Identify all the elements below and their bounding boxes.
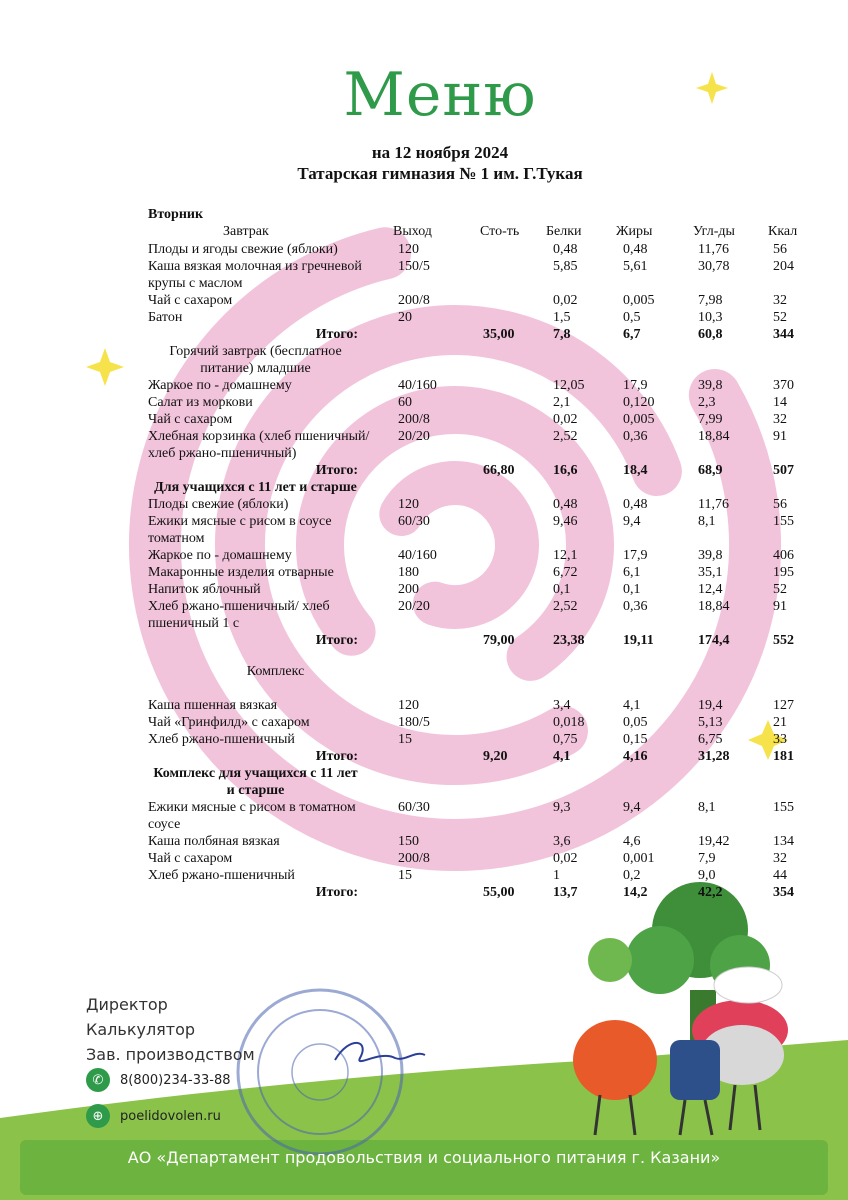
total-kcal: 344 xyxy=(773,327,794,342)
signature-production-head: Зав. производством xyxy=(86,1045,255,1064)
menu-table xyxy=(148,206,808,901)
dish-protein: 0,48 xyxy=(553,242,578,257)
dish-name: Батон xyxy=(148,310,183,325)
dish-name: Напиток яблочный xyxy=(148,582,261,597)
dish-fat: 0,001 xyxy=(623,851,655,866)
dish-name: Каша пшенная вязкая xyxy=(148,698,278,713)
dish-protein: 9,3 xyxy=(553,800,571,815)
col-carbs-header: Угл-ды xyxy=(693,224,735,239)
spacer xyxy=(148,680,808,697)
dish-kcal: 21 xyxy=(773,715,787,730)
column-header-row xyxy=(148,223,808,241)
dish-carbs: 8,1 xyxy=(698,800,716,815)
dish-protein: 2,52 xyxy=(553,599,578,614)
total-fat: 14,2 xyxy=(623,885,648,900)
dish-name: Макаронные изделия отварные xyxy=(148,565,334,580)
total-kcal: 354 xyxy=(773,885,794,900)
dish-kcal: 14 xyxy=(773,395,787,410)
col-cost-header: Сто-ть xyxy=(480,224,520,239)
dish-carbs: 5,13 xyxy=(698,715,723,730)
school-name: Татарская гимназия № 1 им. Г.Тукая xyxy=(297,164,583,183)
menu-date: на 12 ноября 2024 xyxy=(371,143,509,162)
total-carbs: 60,8 xyxy=(698,327,723,342)
dish-kcal: 195 xyxy=(773,565,794,580)
dish-carbs: 11,76 xyxy=(698,497,729,512)
phone-icon: ✆ xyxy=(86,1068,110,1092)
total-carbs: 42,2 xyxy=(698,885,723,900)
dish-fat: 5,61 xyxy=(623,259,648,274)
menu-item-row xyxy=(148,309,808,326)
dish-output: 40/160 xyxy=(398,548,437,563)
website-link: poelidovolen.ru xyxy=(120,1108,221,1124)
dish-protein: 2,52 xyxy=(553,429,578,444)
globe-icon: ⊕ xyxy=(86,1104,110,1128)
total-cost: 66,80 xyxy=(483,463,515,478)
section-title: Для учащихся с 11 лет и старше xyxy=(154,480,357,495)
menu-item-row xyxy=(148,258,808,292)
dish-protein: 12,1 xyxy=(553,548,578,563)
dish-fat: 17,9 xyxy=(623,378,648,393)
dish-fat: 0,5 xyxy=(623,310,641,325)
dish-protein: 0,02 xyxy=(553,851,578,866)
mascot-illustration xyxy=(573,882,788,1135)
dish-kcal: 56 xyxy=(773,242,787,257)
section-title-row xyxy=(148,343,808,377)
dish-name: Жаркое по - домашнему xyxy=(148,548,292,563)
total-fat: 19,11 xyxy=(623,633,654,648)
section-title: Комплекс для учащихся с 11 лет и старше xyxy=(153,766,358,798)
dish-protein: 0,02 xyxy=(553,412,578,427)
spacer xyxy=(148,649,808,663)
dish-carbs: 8,1 xyxy=(698,514,716,529)
total-label: Итого: xyxy=(315,463,358,478)
dish-output: 120 xyxy=(398,497,419,512)
total-kcal: 507 xyxy=(773,463,794,478)
dish-fat: 0,36 xyxy=(623,599,648,614)
dish-kcal: 56 xyxy=(773,497,787,512)
menu-item-row xyxy=(148,411,808,428)
dish-fat: 4,6 xyxy=(623,834,641,849)
col-kcal-header: Ккал xyxy=(768,224,798,239)
menu-item-row xyxy=(148,292,808,309)
dish-name: Хлебная корзинка (хлеб пшеничный/ хлеб ржано-пшеничный) xyxy=(148,429,370,461)
dish-fat: 17,9 xyxy=(623,548,648,563)
dish-carbs: 10,3 xyxy=(698,310,723,325)
dish-output: 200/8 xyxy=(398,412,430,427)
dish-output: 180 xyxy=(398,565,419,580)
dish-kcal: 370 xyxy=(773,378,794,393)
dish-name: Жаркое по - домашнему xyxy=(148,378,292,393)
col-fat-header: Жиры xyxy=(616,224,653,239)
menu-item-row xyxy=(148,564,808,581)
menu-item-row xyxy=(148,496,808,513)
total-protein: 4,1 xyxy=(553,749,571,764)
menu-item-row xyxy=(148,377,808,394)
col-out-header: Выход xyxy=(393,224,432,239)
dish-kcal: 32 xyxy=(773,851,787,866)
dish-carbs: 39,8 xyxy=(698,378,723,393)
menu-title: Меню xyxy=(343,60,537,130)
total-kcal: 552 xyxy=(773,633,794,648)
dish-fat: 0,120 xyxy=(623,395,655,410)
menu-item-row xyxy=(148,799,808,833)
dish-carbs: 6,75 xyxy=(698,732,723,747)
dish-protein: 3,6 xyxy=(553,834,571,849)
dish-carbs: 12,4 xyxy=(698,582,723,597)
signature-director: Директор xyxy=(86,995,168,1014)
day-name: Вторник xyxy=(148,207,204,222)
dish-output: 180/5 xyxy=(398,715,430,730)
total-carbs: 174,4 xyxy=(698,633,730,648)
total-carbs: 31,28 xyxy=(698,749,730,764)
menu-item-row xyxy=(148,241,808,258)
dish-name: Каша полбяная вязкая xyxy=(148,834,280,849)
dish-protein: 0,018 xyxy=(553,715,585,730)
menu-item-row xyxy=(148,850,808,867)
dish-fat: 0,48 xyxy=(623,242,648,257)
dish-carbs: 30,78 xyxy=(698,259,730,274)
dish-name: Ежики мясные с рисом в соусе томатном xyxy=(148,514,332,546)
section-title: Завтрак xyxy=(223,224,269,239)
dish-kcal: 32 xyxy=(773,293,787,308)
dish-name: Хлеб ржано-пшеничный xyxy=(148,732,295,747)
dish-name: Салат из моркови xyxy=(148,395,253,410)
menu-item-row xyxy=(148,598,808,632)
total-label: Итого: xyxy=(315,633,358,648)
dish-fat: 0,1 xyxy=(623,582,641,597)
dish-kcal: 134 xyxy=(773,834,794,849)
total-fat: 18,4 xyxy=(623,463,648,478)
menu-item-row xyxy=(148,581,808,598)
menu-item-row xyxy=(148,394,808,411)
dish-fat: 6,1 xyxy=(623,565,641,580)
total-cost: 9,20 xyxy=(483,749,508,764)
total-carbs: 68,9 xyxy=(698,463,723,478)
menu-item-row xyxy=(148,428,808,462)
total-cost: 79,00 xyxy=(483,633,515,648)
dish-fat: 0,005 xyxy=(623,293,655,308)
dish-fat: 9,4 xyxy=(623,514,641,529)
dish-output: 60/30 xyxy=(398,514,430,529)
dish-protein: 9,46 xyxy=(553,514,578,529)
dish-name: Плоды свежие (яблоки) xyxy=(148,497,289,512)
dish-output: 60/30 xyxy=(398,800,430,815)
dish-name: Ежики мясные с рисом в томатном соусе xyxy=(148,800,356,832)
dish-carbs: 9,0 xyxy=(698,868,716,883)
dish-protein: 3,4 xyxy=(553,698,571,713)
col-protein-header: Белки xyxy=(546,224,582,239)
dish-name: Плоды и ягоды свежие (яблоки) xyxy=(148,242,338,257)
total-row xyxy=(148,748,808,765)
organization-name: АО «Департамент продовольствия и социального питания г. Казани» xyxy=(127,1148,721,1167)
dish-output: 120 xyxy=(398,242,419,257)
dish-kcal: 33 xyxy=(773,732,787,747)
dish-name: Чай с сахаром xyxy=(148,851,233,866)
dish-fat: 9,4 xyxy=(623,800,641,815)
total-kcal: 181 xyxy=(773,749,794,764)
total-protein: 16,6 xyxy=(553,463,578,478)
dish-carbs: 19,4 xyxy=(698,698,723,713)
dish-output: 150 xyxy=(398,834,419,849)
dish-kcal: 204 xyxy=(773,259,794,274)
dish-output: 15 xyxy=(398,868,412,883)
dish-carbs: 19,42 xyxy=(698,834,730,849)
dish-protein: 0,75 xyxy=(553,732,578,747)
dish-output: 20/20 xyxy=(398,429,430,444)
dish-carbs: 18,84 xyxy=(698,429,730,444)
dish-fat: 0,05 xyxy=(623,715,648,730)
dish-output: 20 xyxy=(398,310,412,325)
section-title-row xyxy=(148,479,808,496)
dish-output: 150/5 xyxy=(398,259,430,274)
section-title: Комплекс xyxy=(246,664,305,679)
signature-calculator: Калькулятор xyxy=(86,1020,196,1039)
dish-name: Хлеб ржано-пшеничный/ хлеб пшеничный 1 с xyxy=(148,599,330,631)
dish-fat: 0,15 xyxy=(623,732,648,747)
menu-item-row xyxy=(148,547,808,564)
total-fat: 6,7 xyxy=(623,327,641,342)
total-row xyxy=(148,632,808,649)
dish-fat: 0,36 xyxy=(623,429,648,444)
dish-protein: 1,5 xyxy=(553,310,571,325)
dish-carbs: 11,76 xyxy=(698,242,729,257)
total-protein: 13,7 xyxy=(553,885,578,900)
dish-carbs: 7,98 xyxy=(698,293,723,308)
dish-protein: 6,72 xyxy=(553,565,578,580)
dish-protein: 0,02 xyxy=(553,293,578,308)
dish-name: Хлеб ржано-пшеничный xyxy=(148,868,295,883)
dish-output: 200/8 xyxy=(398,851,430,866)
total-row xyxy=(148,462,808,479)
signature-block xyxy=(86,992,255,1067)
dish-carbs: 18,84 xyxy=(698,599,730,614)
dish-protein: 12,05 xyxy=(553,378,585,393)
dish-fat: 4,1 xyxy=(623,698,641,713)
dish-kcal: 406 xyxy=(773,548,794,563)
dish-output: 20/20 xyxy=(398,599,430,614)
dish-protein: 2,1 xyxy=(553,395,571,410)
dish-protein: 0,1 xyxy=(553,582,571,597)
dish-kcal: 44 xyxy=(773,868,787,883)
phone-contact[interactable] xyxy=(86,1068,231,1092)
dish-carbs: 2,3 xyxy=(698,395,716,410)
dish-kcal: 52 xyxy=(773,310,787,325)
dish-carbs: 39,8 xyxy=(698,548,723,563)
total-fat: 4,16 xyxy=(623,749,648,764)
total-label: Итого: xyxy=(315,327,358,342)
dish-protein: 5,85 xyxy=(553,259,578,274)
dish-name: Чай «Гринфилд» с сахаром xyxy=(148,715,310,730)
dish-kcal: 127 xyxy=(773,698,794,713)
section-title-row xyxy=(148,663,808,680)
phone-number: 8(800)234-33-88 xyxy=(120,1072,231,1088)
total-row xyxy=(148,326,808,343)
dish-fat: 0,005 xyxy=(623,412,655,427)
menu-item-row xyxy=(148,697,808,714)
section-title-row xyxy=(148,765,808,799)
dish-protein: 1 xyxy=(553,868,560,883)
total-protein: 23,38 xyxy=(553,633,585,648)
total-protein: 7,8 xyxy=(553,327,571,342)
total-cost: 55,00 xyxy=(483,885,515,900)
dish-kcal: 91 xyxy=(773,429,787,444)
dish-protein: 0,48 xyxy=(553,497,578,512)
dish-fat: 0,48 xyxy=(623,497,648,512)
total-label: Итого: xyxy=(315,885,358,900)
menu-item-row xyxy=(148,714,808,731)
dish-kcal: 155 xyxy=(773,800,794,815)
dish-output: 120 xyxy=(398,698,419,713)
dish-output: 200 xyxy=(398,582,419,597)
dish-output: 200/8 xyxy=(398,293,430,308)
menu-item-row xyxy=(148,731,808,748)
website-contact[interactable] xyxy=(86,1104,221,1128)
total-cost: 35,00 xyxy=(483,327,515,342)
dish-output: 40/160 xyxy=(398,378,437,393)
dish-output: 60 xyxy=(398,395,412,410)
dish-kcal: 32 xyxy=(773,412,787,427)
menu-item-row xyxy=(148,833,808,850)
total-row xyxy=(148,884,808,901)
dish-name: Чай с сахаром xyxy=(148,412,233,427)
section-title: Горячий завтрак (бесплатное питание) младшие xyxy=(169,344,342,376)
dish-carbs: 7,99 xyxy=(698,412,723,427)
dish-carbs: 7,9 xyxy=(698,851,716,866)
menu-item-row xyxy=(148,867,808,884)
dish-fat: 0,2 xyxy=(623,868,641,883)
dish-carbs: 35,1 xyxy=(698,565,723,580)
menu-item-row xyxy=(148,513,808,547)
dish-kcal: 52 xyxy=(773,582,787,597)
dish-name: Каша вязкая молочная из гречневой крупы с маслом xyxy=(148,259,362,291)
dish-output: 15 xyxy=(398,732,412,747)
dish-kcal: 155 xyxy=(773,514,794,529)
dish-kcal: 91 xyxy=(773,599,787,614)
dish-name: Чай с сахаром xyxy=(148,293,233,308)
total-label: Итого: xyxy=(315,749,358,764)
